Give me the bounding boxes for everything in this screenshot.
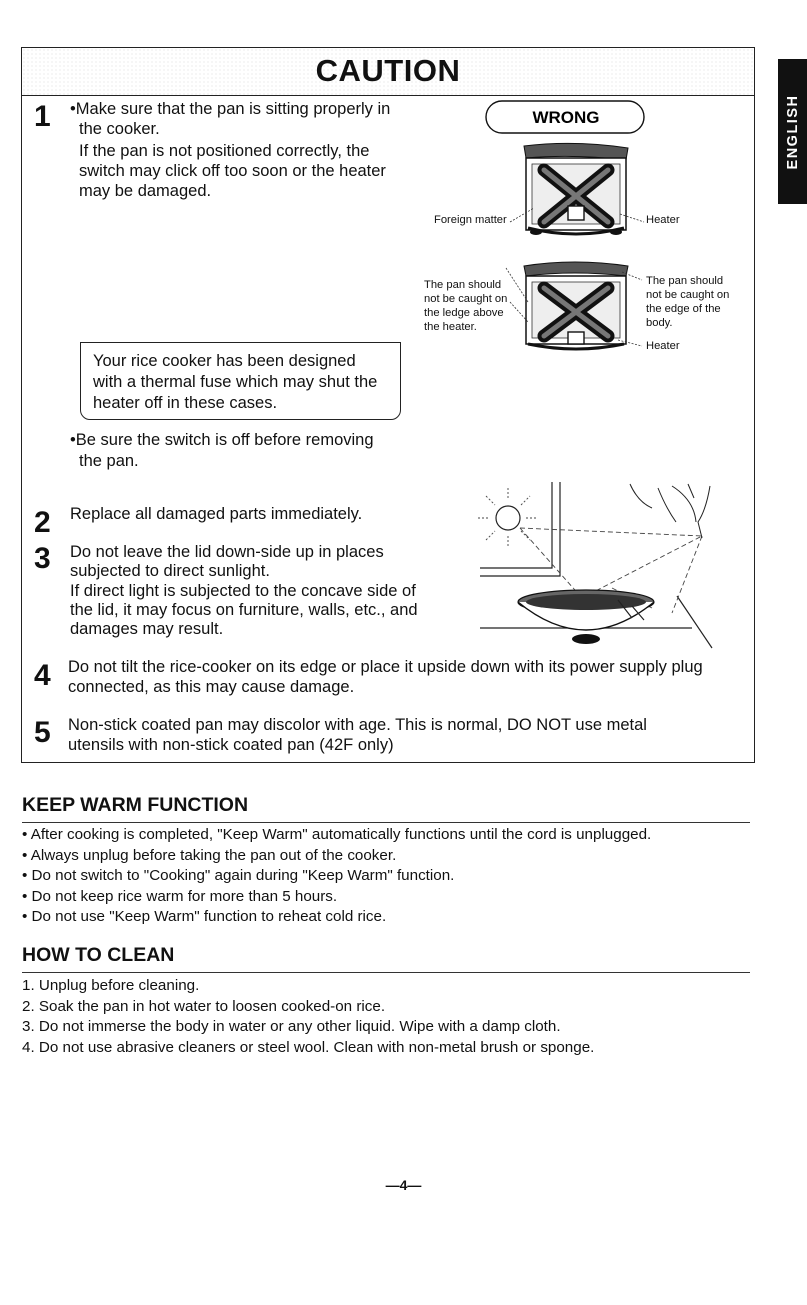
keep-warm-item: • Do not use "Keep Warm" function to reheat cold rice. [22, 908, 387, 925]
item-4-line-1: Do not tilt the rice-cooker on its edge or place it upside down with its power supply plug [68, 658, 703, 676]
wrong-badge [480, 99, 650, 135]
item-2-text: Replace all damaged parts immediately. [70, 505, 363, 523]
how-to-clean-rule [22, 972, 750, 973]
keep-warm-list [22, 825, 651, 928]
how-to-clean-item: 1. Unplug before cleaning. [22, 977, 200, 994]
item-3-line-2: subjected to direct sunlight. [70, 562, 270, 580]
fuse-note-line-2: with a thermal fuse which may shut the [93, 373, 378, 391]
language-tab [778, 59, 807, 204]
fuse-note-line-1: Your rice cooker has been designed [93, 352, 356, 370]
keep-warm-rule [22, 822, 750, 823]
how-to-clean-item: 4. Do not use abrasive cleaners or steel wool. Clean with non-metal brush or sponge. [22, 1038, 595, 1056]
fuse-note-line-3: heater off in these cases. [93, 394, 278, 412]
item-3-number: 3 [34, 542, 51, 575]
item-3-line-1: Do not leave the lid down-side up in places [70, 543, 384, 561]
sunlight-lid-illustration [462, 478, 742, 654]
item-1-line-2: the cooker. [79, 120, 160, 138]
pan-ledge-note-3: the ledge above [424, 307, 504, 319]
wrong-label: WRONG [532, 108, 600, 127]
item-5-line-2: utensils with non-stick coated pan (42F only) [68, 736, 394, 754]
language-tab-label: ENGLISH [784, 94, 801, 169]
pan-ledge-note-4: the heater. [424, 321, 477, 333]
keep-warm-title: KEEP WARM FUNCTION [22, 794, 249, 816]
page-number: —4— [385, 1177, 422, 1193]
how-to-clean-list [22, 976, 594, 1058]
pan-edge-note-1: The pan should [646, 275, 724, 287]
heater-label-1: Heater [646, 214, 680, 226]
switch-note-line-1: •Be sure the switch is off before removing [70, 431, 374, 449]
pan-edge-note-4: body. [646, 317, 673, 329]
cooker-1-leader-lines [508, 200, 648, 230]
item-1-number: 1 [34, 100, 51, 133]
pan-ledge-note-2: not be caught on [424, 293, 508, 305]
item-4-line-2: connected, as this may cause damage. [68, 678, 355, 696]
item-4-number: 4 [34, 659, 51, 692]
how-to-clean-item: 2. Soak the pan in hot water to loosen cooked-on rice. [22, 997, 386, 1015]
switch-note-line-2: the pan. [79, 452, 139, 470]
item-3-line-5: damages may result. [70, 620, 224, 638]
how-to-clean-title: HOW TO CLEAN [22, 944, 175, 966]
heater-label-2: Heater [646, 340, 680, 352]
pan-edge-note-2: not be caught on [646, 289, 730, 301]
item-1-line-5: may be damaged. [79, 182, 212, 200]
cooker-2-leader-lines [500, 262, 650, 352]
item-5-line-1: Non-stick coated pan may discolor with age. This is normal, DO NOT use metal [68, 716, 647, 734]
pan-edge-note-3: the edge of the [646, 303, 721, 315]
keep-warm-item: • Always unplug before taking the pan out of the cooker. [22, 846, 397, 864]
caution-title: CAUTION [315, 53, 461, 88]
pan-ledge-note-1: The pan should [424, 279, 502, 291]
foreign-matter-label: Foreign matter [434, 214, 507, 226]
item-3-line-3: If direct light is subjected to the concave side of [70, 582, 416, 600]
caution-header [22, 48, 754, 96]
keep-warm-item: • After cooking is completed, "Keep Warm" automatically functions until the cord is unplugged. [22, 826, 652, 843]
item-1-line-1: •Make sure that the pan is sitting properly in [70, 100, 391, 118]
item-1-line-4: switch may click off too soon or the heater [79, 162, 386, 180]
how-to-clean-item: 3. Do not immerse the body in water or any other liquid. Wipe with a damp cloth. [22, 1018, 561, 1035]
item-1-line-3: If the pan is not positioned correctly, the [79, 142, 370, 160]
item-2-number: 2 [34, 506, 51, 539]
keep-warm-item: • Do not keep rice warm for more than 5 hours. [22, 887, 338, 905]
item-3-line-4: the lid, it may focus on furniture, walls, etc., and [70, 601, 418, 619]
keep-warm-item: • Do not switch to "Cooking" again during "Keep Warm" function. [22, 867, 455, 884]
item-5-number: 5 [34, 716, 51, 749]
